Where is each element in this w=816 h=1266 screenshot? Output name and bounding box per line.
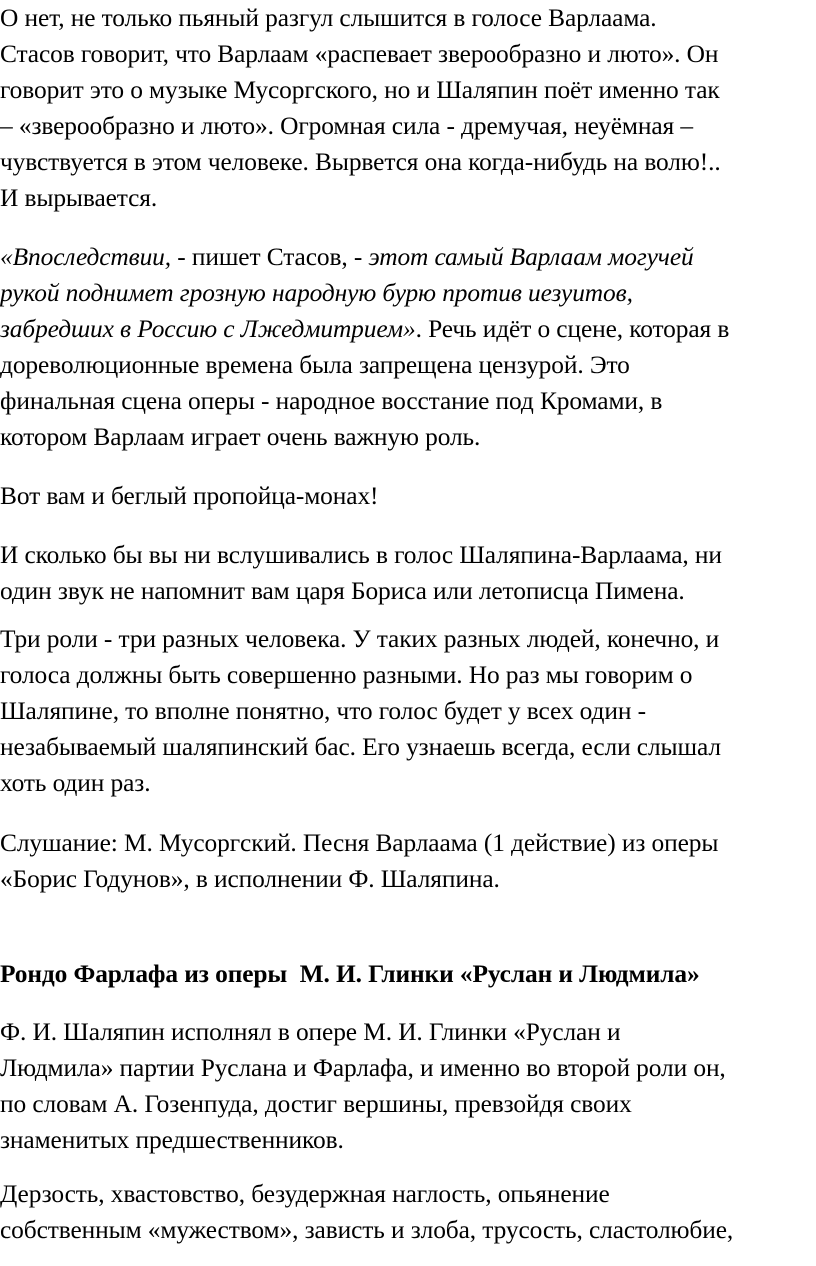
paragraph-listening <box>0 537 816 609</box>
text-line <box>0 239 816 275</box>
text-line: О нет, не только пьяный разгул слышится в голосе Варлаама. <box>0 4 657 32</box>
italic-quote: этот самый Варлаам могучей <box>368 243 694 271</box>
paragraph-listening-task <box>0 825 816 897</box>
text-line: – «зверообразно и люто». Огромная сила - дремучая, неуёмная – <box>0 112 693 140</box>
text-line: Вот вам и беглый пропойца-монах! <box>0 482 379 510</box>
text-line: Людмила» партии Руслана и Фарлафа, и именно во второй роли он, <box>0 1054 726 1082</box>
text-line: Ф. И. Шаляпин исполнял в опере М. И. Глинки «Руслан и <box>0 1018 621 1046</box>
text-line: Шаляпине, то вполне понятно, что голос будет у всех один - <box>0 697 646 725</box>
paragraph-monk <box>0 478 816 514</box>
text-line <box>0 311 816 347</box>
text-line: дореволюционные времена была запрещена цензурой. Это <box>0 351 630 379</box>
text-line: говорит это о музыке Мусоргского, но и Шаляпин поёт именно так <box>0 76 720 104</box>
text-line: Три роли - три разных человека. У таких разных людей, конечно, и <box>0 625 720 653</box>
text-line: И вырывается. <box>0 184 158 212</box>
heading-text: Рондо Фарлафа из оперы М. И. Глинки «Руслан и Людмила» <box>0 960 700 988</box>
paragraph-three-roles <box>0 621 816 801</box>
paragraph-varlaam-voice <box>0 0 816 216</box>
text-line: котором Варлаам играет очень важную роль. <box>0 423 481 451</box>
text-line: голоса должны быть совершенно разными. Но раз мы говорим о <box>0 661 693 689</box>
text-line: чувствуется в этом человеке. Вырвется она когда-нибудь на волю!.. <box>0 148 721 176</box>
quote-attribution: - пишет Стасов, - <box>171 243 369 271</box>
text-line: Дерзость, хвастовство, безудержная наглость, опьянение <box>0 1180 610 1208</box>
text-line: финальная сцена оперы - народное восстание под Кромами, в <box>0 387 663 415</box>
text-line: один звук не напомнит вам царя Бориса или летописца Пимена. <box>0 577 685 605</box>
text-line: по словам А. Гозенпуда, достиг вершины, превзойдя своих <box>0 1090 632 1118</box>
italic-quote-start: «Впоследствии, <box>0 243 172 271</box>
italic-quote-end: забредших в Россию с Лжедмитрием» <box>0 315 416 343</box>
italic-quote-line: рукой поднимет грозную народную бурю против иезуитов, <box>0 279 633 307</box>
paragraph-farlaf-traits <box>0 1176 816 1248</box>
paragraph-stasov-quote <box>0 239 816 455</box>
text-line: собственным «мужеством», зависть и злоба, трусость, сластолюбие, <box>0 1216 734 1244</box>
text-line: хоть один раз. <box>0 769 151 797</box>
text-line: Слушание: М. Мусоргский. Песня Варлаама (1 действие) из оперы <box>0 829 719 857</box>
text-continuation: . Речь идёт о сцене, которая в <box>415 315 730 343</box>
text-line: Стасов говорит, что Варлаам «распевает зверообразно и люто». Он <box>0 40 719 68</box>
text-line: знаменитых предшественников. <box>0 1126 344 1154</box>
text-line: «Борис Годунов», в исполнении Ф. Шаляпина. <box>0 865 500 893</box>
text-line: незабываемый шаляпинский бас. Его узнаешь всегда, если слышал <box>0 733 721 761</box>
text-line: И сколько бы вы ни вслушивались в голос Шаляпина-Варлаама, ни <box>0 541 722 569</box>
section-heading <box>0 956 816 992</box>
paragraph-chaliapin-roles <box>0 1014 816 1158</box>
